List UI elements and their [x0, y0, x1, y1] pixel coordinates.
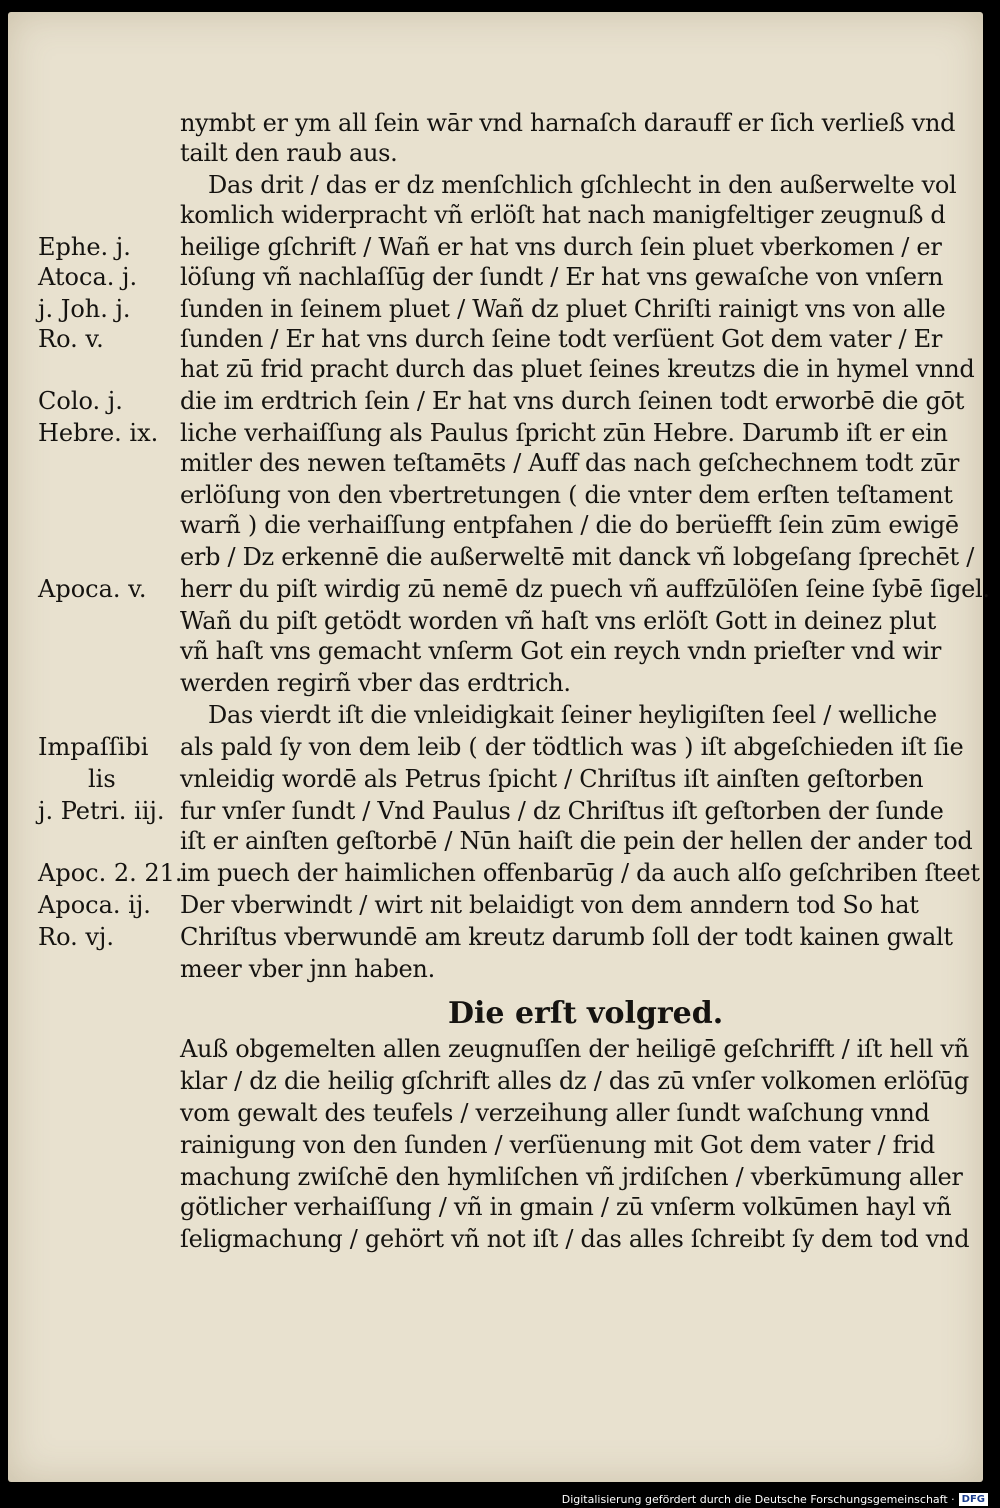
margin-note: Ephe. j. — [38, 233, 131, 261]
text-line: ſunden / Er hat vns durch ſeine todt verſüent Got dem vater / Er — [180, 325, 943, 353]
text-line: Das drit / das er dz menſchlich gſchlecht in den außerwelte vol — [208, 171, 957, 199]
text-line: komlich widerpracht vñ erlöſt hat nach manigfeltiger zeugnuß d — [180, 201, 946, 229]
text-line: meer vber jnn haben. — [180, 955, 435, 983]
digitization-credit — [562, 1493, 988, 1506]
margin-note: Atoca. j. — [38, 263, 138, 291]
margin-note: Impaſſibi — [38, 733, 149, 761]
text-line: fur vnſer ſundt / Vnd Paulus / dz Chriſtus iſt geſtorben der ſunde — [180, 797, 944, 825]
text-line: götlicher verhaiſſung / vñ in gmain / zū vnſerm volkūmen hayl vñ — [180, 1193, 952, 1221]
margin-note: Apoca. v. — [38, 575, 147, 603]
text-line: machung zwiſchē den hymliſchen vñ jrdiſchen / vberkūmung aller — [180, 1163, 963, 1191]
text-line: klar / dz die heilig gſchrift alles dz / das zū vnſer volkomen erlöſūg — [180, 1067, 969, 1095]
book-page — [8, 12, 990, 1482]
text-line: herr du piſt wirdig zū nemē dz puech vñ auffzūlöſen ſeine ſybē ſigel. — [180, 575, 990, 603]
margin-note: j. Joh. j. — [38, 295, 131, 323]
text-line: warñ ) die verhaiſſung entpfahen / die do berüefft ſein zūm ewigē — [180, 511, 959, 539]
text-line: mitler des newen teſtamēts / Auff das nach geſchechnem todt zūr — [180, 449, 960, 477]
text-line: Der vberwindt / wirt nit belaidigt von dem anndern tod So hat — [180, 891, 919, 919]
text-line: liche verhaiſſung als Paulus ſpricht zūn Hebre. Darumb iſt er ein — [180, 419, 948, 447]
text-line: Auß obgemelten allen zeugnuſſen der heiligē geſchrifft / iſt hell vñ — [180, 1035, 969, 1063]
margin-note: lis — [88, 765, 116, 793]
text-line: tailt den raub aus. — [180, 139, 398, 167]
margin-note: Apoca. ij. — [38, 891, 151, 919]
text-line: ſunden in ſeinem pluet / Wañ dz pluet Chriſti rainigt vns von alle — [180, 295, 946, 323]
margin-note: Colo. j. — [38, 387, 123, 415]
text-line: iſt er ainſten geſtorbē / Nūn haiſt die pein der hellen der ander tod — [180, 827, 973, 855]
text-line: Wañ du piſt getödt worden vñ haſt vns erlöſt Gott in deinez plut — [180, 607, 936, 635]
text-line: ſeligmachung / gehört vñ not iſt / das alles ſchreibt ſy dem tod vnd — [180, 1225, 970, 1253]
margin-note: j. Petri. iij. — [38, 797, 165, 825]
section-heading: Die erſt volgred. — [448, 996, 724, 1031]
dfg-logo: DFG — [959, 1493, 988, 1506]
text-line: vnleidig wordē als Petrus ſpicht / Chriſtus iſt ainſten geſtorben — [180, 765, 924, 793]
text-line: erb / Dz erkennē die außerweltē mit danck vñ lobgeſang ſprechēt / — [180, 543, 974, 571]
text-line: löſung vñ nachlaſſūg der ſundt / Er hat vns gewaſche von vnſern — [180, 263, 944, 291]
text-line: nymbt er ym all ſein wār vnd harnaſch darauff er ſich verließ vnd — [180, 109, 956, 137]
margin-note: Ro. vj. — [38, 923, 114, 951]
text-line: Das vierdt iſt die vnleidigkait ſeiner heyligiſten ſeel / welliche — [208, 701, 937, 729]
text-line: vñ haſt vns gemacht vnſerm Got ein reych vndn prieſter vnd wir — [180, 637, 942, 665]
text-line: vom gewalt des teufels / verzeihung aller ſundt waſchung vnnd — [180, 1099, 930, 1127]
text-line: Chriſtus vberwundē am kreutz darumb ſoll der todt kainen gwalt — [180, 923, 953, 951]
text-line: die im erdtrich ſein / Er hat vns durch ſeinen todt erworbē die gōt — [180, 387, 965, 415]
text-line: als pald ſy von dem leib ( der tödtlich was ) iſt abgeſchieden iſt ſie — [180, 733, 964, 761]
text-line: rainigung von den ſunden / verſüenung mit Got dem vater / frid — [180, 1131, 935, 1159]
margin-note: Apoc. 2. 21. — [38, 859, 183, 887]
margin-note: Hebre. ix. — [38, 419, 159, 447]
text-line: heilige gſchrift / Wañ er hat vns durch ſein pluet vberkomen / er — [180, 233, 942, 261]
text-line: im puech der haimlichen offenbarūg / da auch alſo geſchriben ſteet — [180, 859, 980, 887]
credit-text: Digitalisierung gefördert durch die Deutsche Forschungsgemeinschaft · — [561, 1493, 955, 1506]
text-line: werden regirñ vber das erdtrich. — [180, 669, 571, 697]
text-line: hat zū frid pracht durch das pluet ſeines kreutzs die in hymel vnnd — [180, 355, 975, 383]
text-line: erlöſung von den vbertretungen ( die vnter dem erſten teſtament — [180, 481, 953, 509]
margin-note: Ro. v. — [38, 325, 104, 353]
